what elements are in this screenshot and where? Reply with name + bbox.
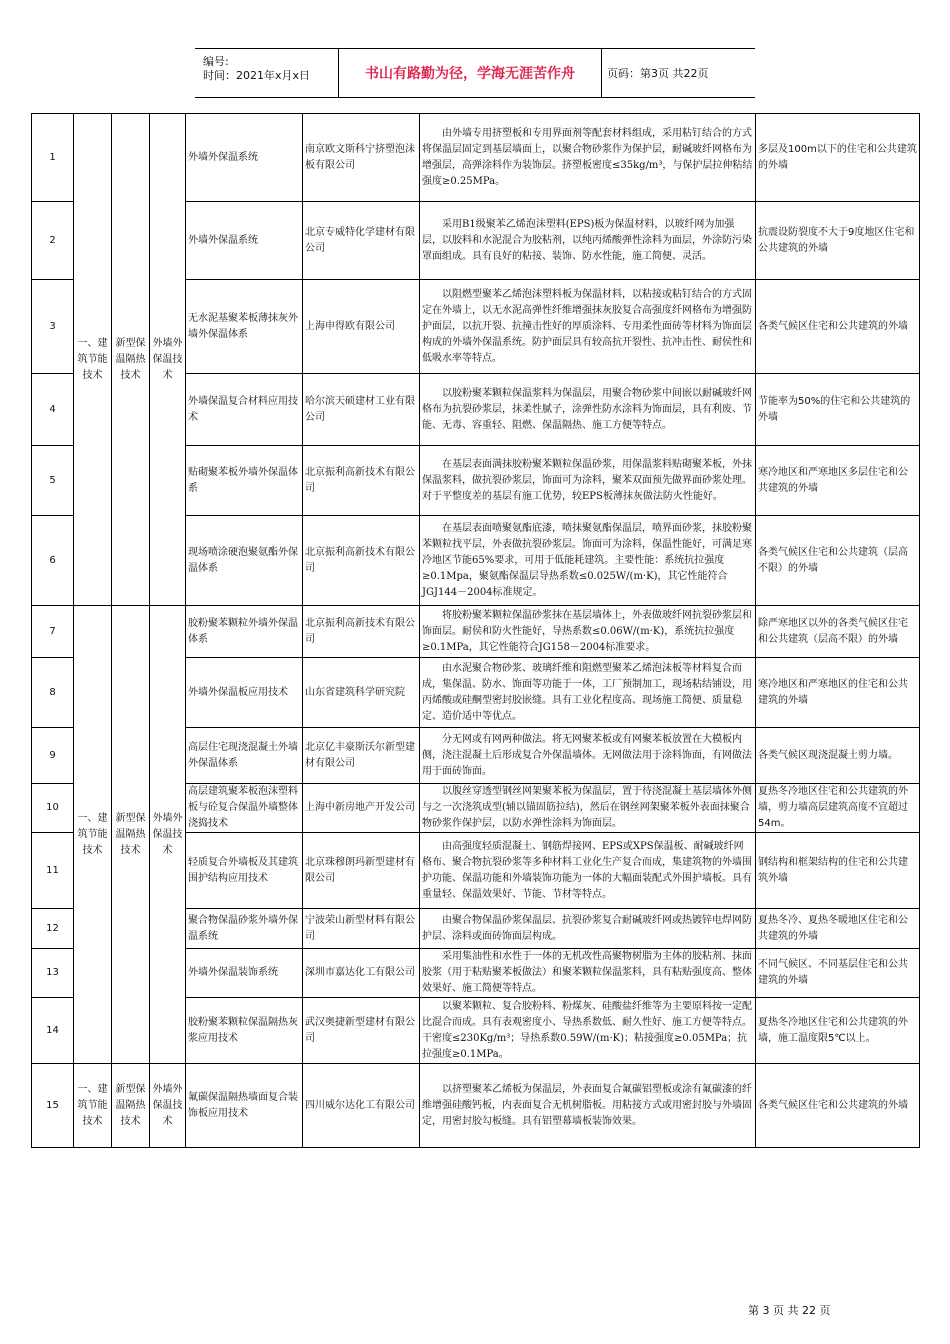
row-number: 14 [32,998,74,1064]
technology-name: 外墙保温复合材料应用技术 [186,374,303,446]
header-meta [195,49,338,97]
technology-description: 以挤塑聚苯乙烯板为保温层，外表面复合氟碳铝塑板或涂有氟碳漆的纤维增强硅酸钙板，内表面复合无机树脂板。用粘接方式或用密封胶与外墙固定，用密封胶勾板缝。具有铝塑幕墙板装饰效果。 [420,1064,756,1148]
technology-description: 以腹丝穿透型钢丝网架聚苯板为保温层，置于待浇混凝土基层墙体外侧与之一次浇筑成型(辅以锚固筋拉结)，然后在钢丝网架聚苯板外表面抹聚合物砂浆作保护层，以防水弹性涂料为饰面层。 [420,784,756,833]
category-level3: 外墙外保温技术 [150,606,186,1064]
category-level1: 一、建筑节能技术 [74,1064,112,1148]
time-label: 时间：2021年x月x日 [203,69,311,82]
organization-name: 上海中新房地产开发公司 [303,784,420,833]
application-scope: 各类气候区住宅和公共建筑的外墙 [756,1064,920,1148]
row-number: 9 [32,728,74,784]
category-level1: 一、建筑节能技术 [74,114,112,606]
technology-description: 分无网或有网两种做法。将无网聚苯板或有网聚苯板放置在大模板内侧，浇注混凝土后形成复合外保温墙体。无网做法用于涂料饰面，有网做法用于面砖饰面。 [420,728,756,784]
page-footer: 第 3 页 共 22 页 [748,1304,831,1317]
row-number: 7 [32,606,74,658]
application-scope: 各类气候区现浇混凝土剪力墙。 [756,728,920,784]
organization-name: 北京振利高新技术有限公司 [303,446,420,516]
application-scope: 不同气候区、不同基层住宅和公共建筑的外墙 [756,949,920,998]
row-number: 2 [32,202,74,280]
row-number: 11 [32,833,74,909]
application-scope: 夏热冬冷地区住宅和公共建筑的外墙，施工温度限5℃以上。 [756,998,920,1064]
application-scope: 各类气候区住宅和公共建筑的外墙 [756,280,920,374]
application-scope: 多层及100m以下的住宅和公共建筑的外墙 [756,114,920,202]
application-scope: 寒冷地区和严寒地区多层住宅和公共建筑的外墙 [756,446,920,516]
technology-name: 高层建筑聚苯板泡沫塑料板与砼复合保温外墙整体浇捣技术 [186,784,303,833]
application-scope: 除严寒地区以外的各类气候区住宅和公共建筑（层高不限）的外墙 [756,606,920,658]
category-level1: 一、建筑节能技术 [74,606,112,1064]
row-number: 10 [32,784,74,833]
technology-description: 由高强度轻质混凝土、钢筋焊接网、EPS或XPS保温板、耐碱玻纤网格布、聚合物抗裂砂浆等多种材料工业化生产复合而成，集建筑物的外墙围护功能、保温功能和外墙装饰功能为一体的大幅面装配式外围护墙板。具有重量轻、保温效果好、节能、节材等特点。 [420,833,756,909]
technology-name: 轻质复合外墙板及其建筑围护结构应用技术 [186,833,303,909]
application-scope: 节能率为50%的住宅和公共建筑的外墙 [756,374,920,446]
technology-description: 采用B1级聚苯乙烯泡沫塑料(EPS)板为保温材料，以玻纤网为加强层，以胶料和水泥混合为胶粘剂，以纯丙烯酸弹性涂料为面层，外涂防污染罩面组成。具有良好的粘接、装饰、防水性能，施工简便、灵活。 [420,202,756,280]
page-header [195,48,755,98]
technology-description: 在基层表面满抹胶粉聚苯颗粒保温砂浆，用保温浆料贴砌聚苯板，外抹保温浆料，做抗裂砂浆层，饰面可为涂料，聚苯双面预先做界面砂浆处理。对于平整度差的基层有施工优势，较EPS板薄抹灰做法防火性能好。 [420,446,756,516]
technology-name: 聚合物保温砂浆外墙外保温系统 [186,909,303,949]
technology-name: 现场喷涂硬泡聚氨酯外保温体系 [186,516,303,606]
technology-name: 氟碳保温隔热墙面复合装饰板应用技术 [186,1064,303,1148]
header-page-label: 页码：第3页 共22页 [607,67,709,80]
row-number: 8 [32,658,74,728]
technology-description: 由外墙专用挤塑板和专用界面剂等配套材料组成，采用粘钉结合的方式将保温层固定到基层墙面上，以聚合物砂浆作为保护层，耐碱玻纤网格布为增强层，高弹涂料作为装饰层。挤塑板密度≤35kg/m³，与保护层拉伸粘结强度≥0.25MPa。 [420,114,756,202]
application-scope: 钢结构和框架结构的住宅和公共建筑外墙 [756,833,920,909]
category-level2: 新型保温隔热技术 [112,1064,150,1148]
application-scope: 夏热冬冷、夏热冬暖地区住宅和公共建筑的外墙 [756,909,920,949]
organization-name: 宁波荣山新型材料有限公司 [303,909,420,949]
technology-name: 胶粉聚苯颗粒外墙外保温体系 [186,606,303,658]
row-number: 12 [32,909,74,949]
row-number: 4 [32,374,74,446]
category-level3: 外墙外保温技术 [150,114,186,606]
row-number: 13 [32,949,74,998]
organization-name: 南京欧文斯科宁挤塑泡沫板有限公司 [303,114,420,202]
organization-name: 武汉奥捷新型建材有限公司 [303,998,420,1064]
application-scope: 各类气候区住宅和公共建筑（层高不限）的外墙 [756,516,920,606]
technology-description: 以阻燃型聚苯乙烯泡沫塑料板为保温材料，以粘接或粘钉结合的方式固定在外墙上，以无水泥高弹性纤维增强抹灰胶复合高强度纤网格布为增强防护面层，以抗开裂、抗撞击性好的厚质涂料、专用柔性面砖等材料为饰面层构成的外墙外保温系统。防护面层具有较高抗开裂性、抗冲击性、耐侯性和低吸水率等特点。 [420,280,756,374]
technology-description: 采用集油性和水性于一体的无机改性高聚物树脂为主体的胶粘剂、抹面胶浆（用于粘贴聚苯板做法）和聚苯颗粒保温浆料，具有粘贴强度高、整体效果好、施工简便等特点。 [420,949,756,998]
row-number: 15 [32,1064,74,1148]
application-scope: 抗震设防裂度不大于9度地区住宅和公共建筑的外墙 [756,202,920,280]
organization-name: 深圳市嘉达化工有限公司 [303,949,420,998]
technology-name: 外墙外保温系统 [186,114,303,202]
technology-description: 在基层表面喷聚氨酯底漆，喷抹聚氨酯保温层，喷界面砂浆，抹胶粉聚苯颗粒找平层，外表做抗裂砂浆层。饰面可为涂料，保温性能好，可满足寒冷地区节能65%要求，可用于低能耗建筑。主要性能：系统抗拉强度≥0.1Mpa，聚氨酯保温层导热系数≤0.025W/(m·K)，其它性能符合JGJ144－2004标准规定。 [420,516,756,606]
row-number: 5 [32,446,74,516]
organization-name: 山东省建筑科学研究院 [303,658,420,728]
serial-label: 编号: [203,55,229,68]
organization-name: 哈尔滨天硕建材工业有限公司 [303,374,420,446]
organization-name: 北京珠穆朗玛新型建材有限公司 [303,833,420,909]
table-row [32,114,920,202]
table-row [32,606,920,658]
technology-description: 以胶粉聚苯颗粒保温浆料为保温层，用聚合物砂浆中间嵌以耐碱玻纤网格布为抗裂砂浆层，抹柔性腻子，涂弹性防水涂料为饰面层，具有利废、节能、无毒、容重轻、阻燃、保温隔热、施工方便等特点。 [420,374,756,446]
technology-description: 将胶粉聚苯颗粒保温砂浆抹在基层墙体上，外表做玻纤网抗裂砂浆层和饰面层。耐侯和防火性能好，导热系数≤0.06W/(m·K)，系统抗拉强度≥0.1MPa，其它性能符合JG158－2004标准要求。 [420,606,756,658]
table-row [32,1064,920,1148]
row-number: 1 [32,114,74,202]
technology-name: 外墙外保温系统 [186,202,303,280]
technology-name: 贴砌聚苯板外墙外保温体系 [186,446,303,516]
organization-name: 北京专威特化学建材有限公司 [303,202,420,280]
technology-description: 以聚苯颗粒、复合胶粉料、粉煤灰、硅酸盐纤维等为主要原料按一定配比混合而成。具有表观密度小、导热系数低、耐久性好、施工方便等特点。干密度≤230Kg/m³；导热系数0.59W/(m·K)；粘接强度≥0.05MPa；抗拉强度≥0.1MPa。 [420,998,756,1064]
organization-name: 上海申得欧有限公司 [303,280,420,374]
category-level2: 新型保温隔热技术 [112,114,150,606]
technology-description: 由聚合物保温砂浆保温层、抗裂砂浆复合耐碱玻纤网或热镀锌电焊网防护层、涂料或面砖饰面层构成。 [420,909,756,949]
organization-name: 北京振利高新技术有限公司 [303,516,420,606]
category-level2: 新型保温隔热技术 [112,606,150,1064]
technology-name: 外墙外保温装饰系统 [186,949,303,998]
organization-name: 北京亿丰豪斯沃尔新型建材有限公司 [303,728,420,784]
organization-name: 四川威尔达化工有限公司 [303,1064,420,1148]
header-motto: 书山有路勤为径，学海无涯苦作舟 [338,49,602,97]
row-number: 3 [32,280,74,374]
technology-name: 胶粉聚苯颗粒保温隔热灰浆应用技术 [186,998,303,1064]
application-scope: 寒冷地区和严寒地区的住宅和公共建筑的外墙 [756,658,920,728]
technology-table [31,113,920,1148]
technology-name: 无水泥基聚苯板薄抹灰外墙外保温体系 [186,280,303,374]
organization-name: 北京振利高新技术有限公司 [303,606,420,658]
technology-name: 外墙外保温板应用技术 [186,658,303,728]
application-scope: 夏热冬冷地区住宅和公共建筑的外墙，剪力墙高层建筑高度不宜超过54m。 [756,784,920,833]
technology-name: 高层住宅现浇混凝土外墙外保温体系 [186,728,303,784]
row-number: 6 [32,516,74,606]
technology-description: 由水泥聚合物砂浆、玻璃纤维和阻燃型聚苯乙烯泡沫板等材料复合而成，集保温、防水、饰面等功能于一体，工厂预制加工，现场粘结铺设，用丙烯酸或硅酮型密封胶嵌缝。具有工业化程度高、现场施工简便、质量稳定、造价适中等优点。 [420,658,756,728]
category-level3: 外墙外保温技术 [150,1064,186,1148]
